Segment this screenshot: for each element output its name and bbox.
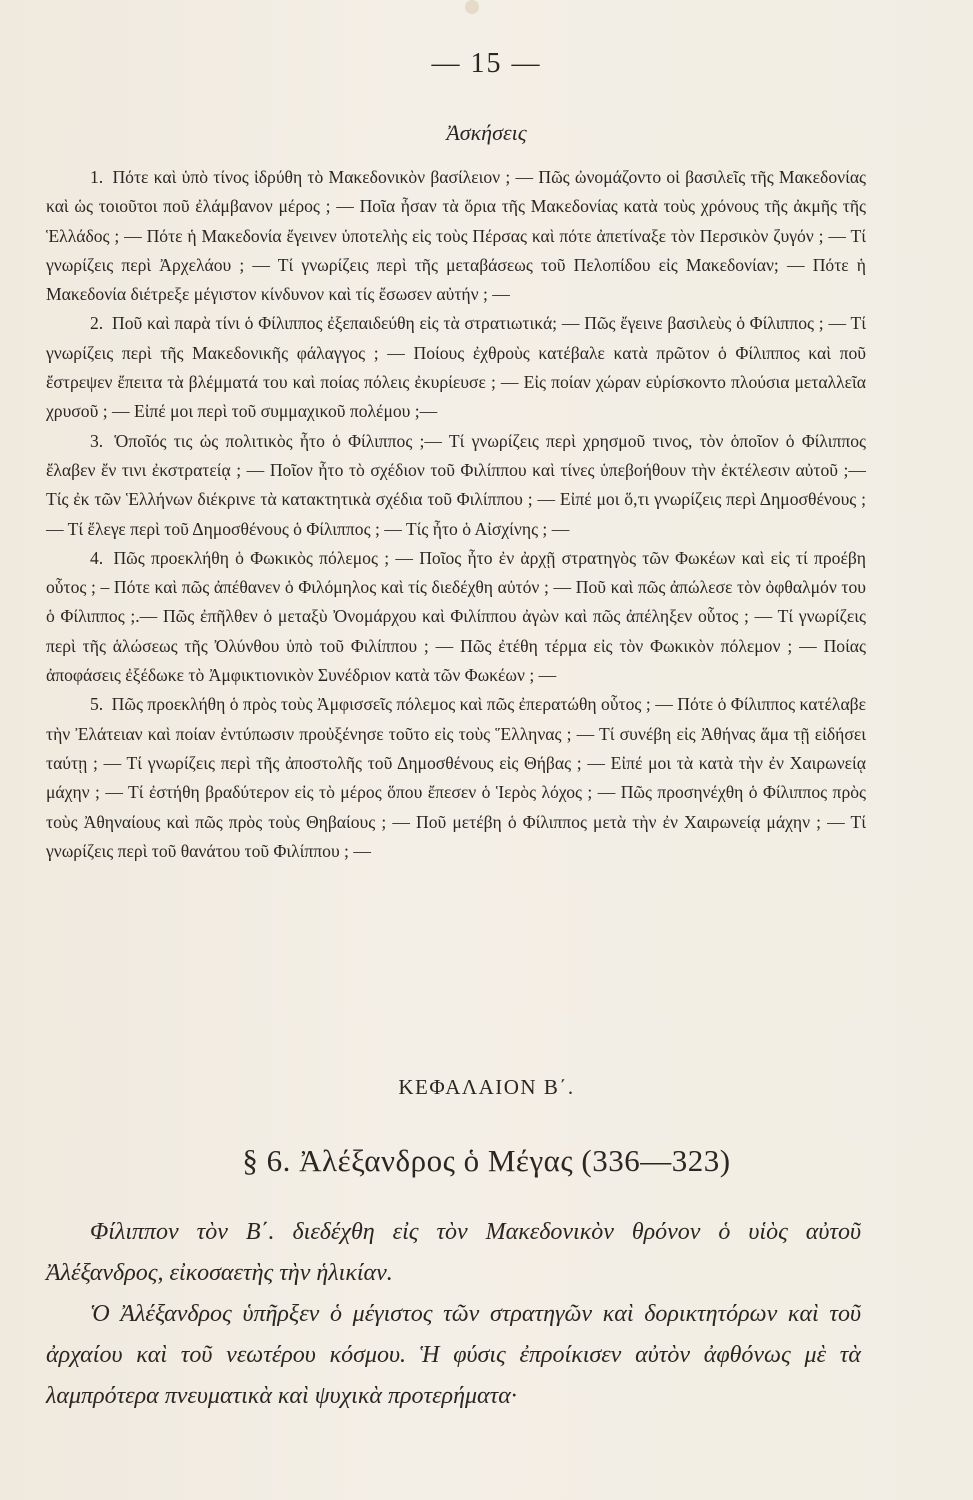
exercise-text: Ὁποῖός τις ὡς πολιτικὸς ἦτο ὁ Φίλιππος ;— Τί γνωρίζεις περὶ χρησμοῦ τινος, τὸν ὁποῖον ὁ Φίλιππος ἔλαβεν ἔν τινι ἐκστρατείᾳ ; — Ποῖον ἦτο τὸ σχέδιον τοῦ Φιλίππου καὶ τίνες ὑπεβοήθουν τὴν ἐκτέλεσιν αὐτοῦ ;— Τίς ἐκ τῶν Ἑλλήνων διέκρινε τὰ κατακτητικὰ σχέδια τοῦ Φιλίππου ; — Εἰπέ μοι ὅ,τι γνωρίζεις περὶ Δημοσθένους ; — Τί ἔλεγε περὶ τοῦ Δημοσθένους ὁ Φίλιππος ; — Τίς ἦτο ὁ Αἰσχίνης ; —	[46, 430, 866, 539]
body-text	[46, 1212, 861, 1417]
exercises-heading: Ἀσκήσεις	[446, 120, 527, 145]
exercise-text: Πῶς προεκλήθη ὁ πρὸς τοὺς Ἀμφισσεῖς πόλεμος καὶ πῶς ἐπερατώθη οὗτος ; — Πότε ὁ Φίλιππος κατέλαβε τὴν Ἐλάτειαν καὶ ποίαν ἐντύπωσιν προὐξένησε τοῦτο εἰς τοὺς Ἕλληνας ; — Τί συνέβη εἰς Ἀθήνας ἅμα τῇ εἰδήσει ταύτῃ ; — Τί γνωρίζεις περὶ τῆς ἀποστολῆς τοῦ Δημοσθένους εἰς Θήβας ; — Εἰπέ μοι τὰ κατὰ τὴν ἐν Χαιρωνείᾳ μάχην ; — Τί ἐστήθη βραδύτερον εἰς τὸ μέρος ὅπου ἔπεσεν ὁ Ἱερὸς λόχος ; — Πῶς προσηνέχθη ὁ Φίλιππος πρὸς τοὺς Ἀθηναίους καὶ πῶς πρὸς τοὺς Θηβαίους ; — Ποῦ μετέβη ὁ Φίλιππος μετὰ τὴν ἐν Χαιρωνείᾳ μάχην ; — Τί γνωρίζεις περὶ τοῦ θανάτου τοῦ Φιλίππου ; —	[46, 694, 867, 861]
chapter-heading: ΚΕΦΑΛΑΙΟΝ Β΄.	[398, 1075, 575, 1099]
section-title: § 6. Ἀλέξανδρος ὁ Μέγας (336—323)	[242, 1143, 731, 1178]
exercise-paragraph	[46, 427, 866, 544]
exercise-text: Ποῦ καὶ παρὰ τίνι ὁ Φίλιππος ἐξεπαιδεύθη εἰς τὰ στρατιωτικά; — Πῶς ἔγεινε βασιλεὺς ὁ Φίλιππος ; — Τί γνωρίζεις περὶ τῆς Μακεδονικῆς φάλαγγος ; — Ποίους ἐχθροὺς κατέβαλε κατὰ πρῶτον ὁ Φίλιππος καὶ ποῦ ἔστρεψεν ἔπειτα τὰ βλέμματά του καὶ ποίας πόλεις ἐκυρίευσε ; — Εἰς ποίαν χώραν εὑρίσκοντο πλούσια μεταλλεῖα χρυσοῦ ; — Εἰπέ μοι περὶ τοῦ συμμαχικοῦ πολέμου ;—	[46, 313, 867, 422]
exercise-number: 3.	[90, 430, 104, 451]
exercise-text: Πότε καὶ ὑπὸ τίνος ἱδρύθη τὸ Μακεδονικὸν βασίλειον ; — Πῶς ὠνομάζοντο οἱ βασιλεῖς τῆς Μακεδονίας καὶ ὡς τοιοῦτοι ποῦ ἐλάμβανον μέρος ; — Ποῖα ἦσαν τὰ ὅρια τῆς Μακεδονίας κατὰ τοὺς χρόνους τῆς ἀκμῆς τῆς Ἑλλάδος ; — Πότε ἡ Μακεδονία ἔγεινεν ὑποτελὴς εἰς τοὺς Πέρσας καὶ πότε ἀπετίναξε τὸν Περσικὸν ζυγόν ; — Τί γνωρίζεις περὶ Ἀρχελάου ; — Τί γνωρίζεις περὶ τῆς μεταβάσεως τοῦ Πελοπίδου εἰς Μακεδονίαν; — Πότε ἡ Μακεδονία διέτρεξε μέγιστον κίνδυνον καὶ τίς ἔσωσεν αὐτήν ; —	[46, 167, 866, 305]
paper-stain	[465, 0, 479, 14]
exercise-paragraph	[46, 690, 866, 866]
body-paragraph: Φίλιππον τὸν Β΄. διεδέχθη εἰς τὸν Μακεδονικὸν θρόνον ὁ υἱὸς αὐτοῦ Ἀλέξανδρος, εἰκοσαετὴς τὴν ἡλικίαν.	[46, 1219, 861, 1286]
exercise-number: 5.	[90, 694, 104, 715]
page-number: — 15 —	[431, 48, 542, 79]
exercise-paragraph	[46, 544, 866, 690]
exercise-paragraph	[46, 163, 866, 309]
exercises-block	[46, 163, 866, 866]
exercise-paragraph	[46, 309, 866, 426]
exercise-number: 4.	[90, 547, 104, 568]
exercise-number: 2.	[90, 313, 104, 334]
exercise-number: 1.	[90, 167, 104, 187]
body-paragraph: Ὁ Ἀλέξανδρος ὑπῆρξεν ὁ μέγιστος τῶν στρατηγῶν καὶ δορικτητόρων καὶ τοῦ ἀρχαίου καὶ τοῦ νεωτέρου κόσμου. Ἡ φύσις ἐπροίκισεν αὐτὸν ἀφθόνως μὲ τὰ λαμπρότερα πνευματικὰ καὶ ψυχικὰ προτερήματα·	[46, 1301, 861, 1409]
exercise-text: Πῶς προεκλήθη ὁ Φωκικὸς πόλεμος ; — Ποῖος ἦτο ἐν ἀρχῇ στρατηγὸς τῶν Φωκέων καὶ εἰς τί προέβη οὗτος ; – Πότε καὶ πῶς ἀπέθανεν ὁ Φιλόμηλος καὶ τίς διεδέχθη αὐτόν ; — Ποῦ καὶ πῶς ἀπώλεσε τὸν ὀφθαλμόν του ὁ Φίλιππος ;.— Πῶς ἐπῆλθεν ὁ μεταξὺ Ὀνομάρχου καὶ Φιλίππου ἀγὼν καὶ πῶς ἀπέληξεν οὗτος ; — Τί γνωρίζεις περὶ τῆς ἁλώσεως τῆς Ὀλύνθου ὑπὸ τοῦ Φιλίππου ; — Πῶς ἐτέθη τέρμα εἰς τὸν Φωκικὸν πόλεμον ; — Ποίας ἀποφάσεις ἐξέδωκε τὸ Ἀμφικτιονικὸν Συνέδριον κατὰ τῶν Φωκέων ; —	[46, 547, 866, 686]
